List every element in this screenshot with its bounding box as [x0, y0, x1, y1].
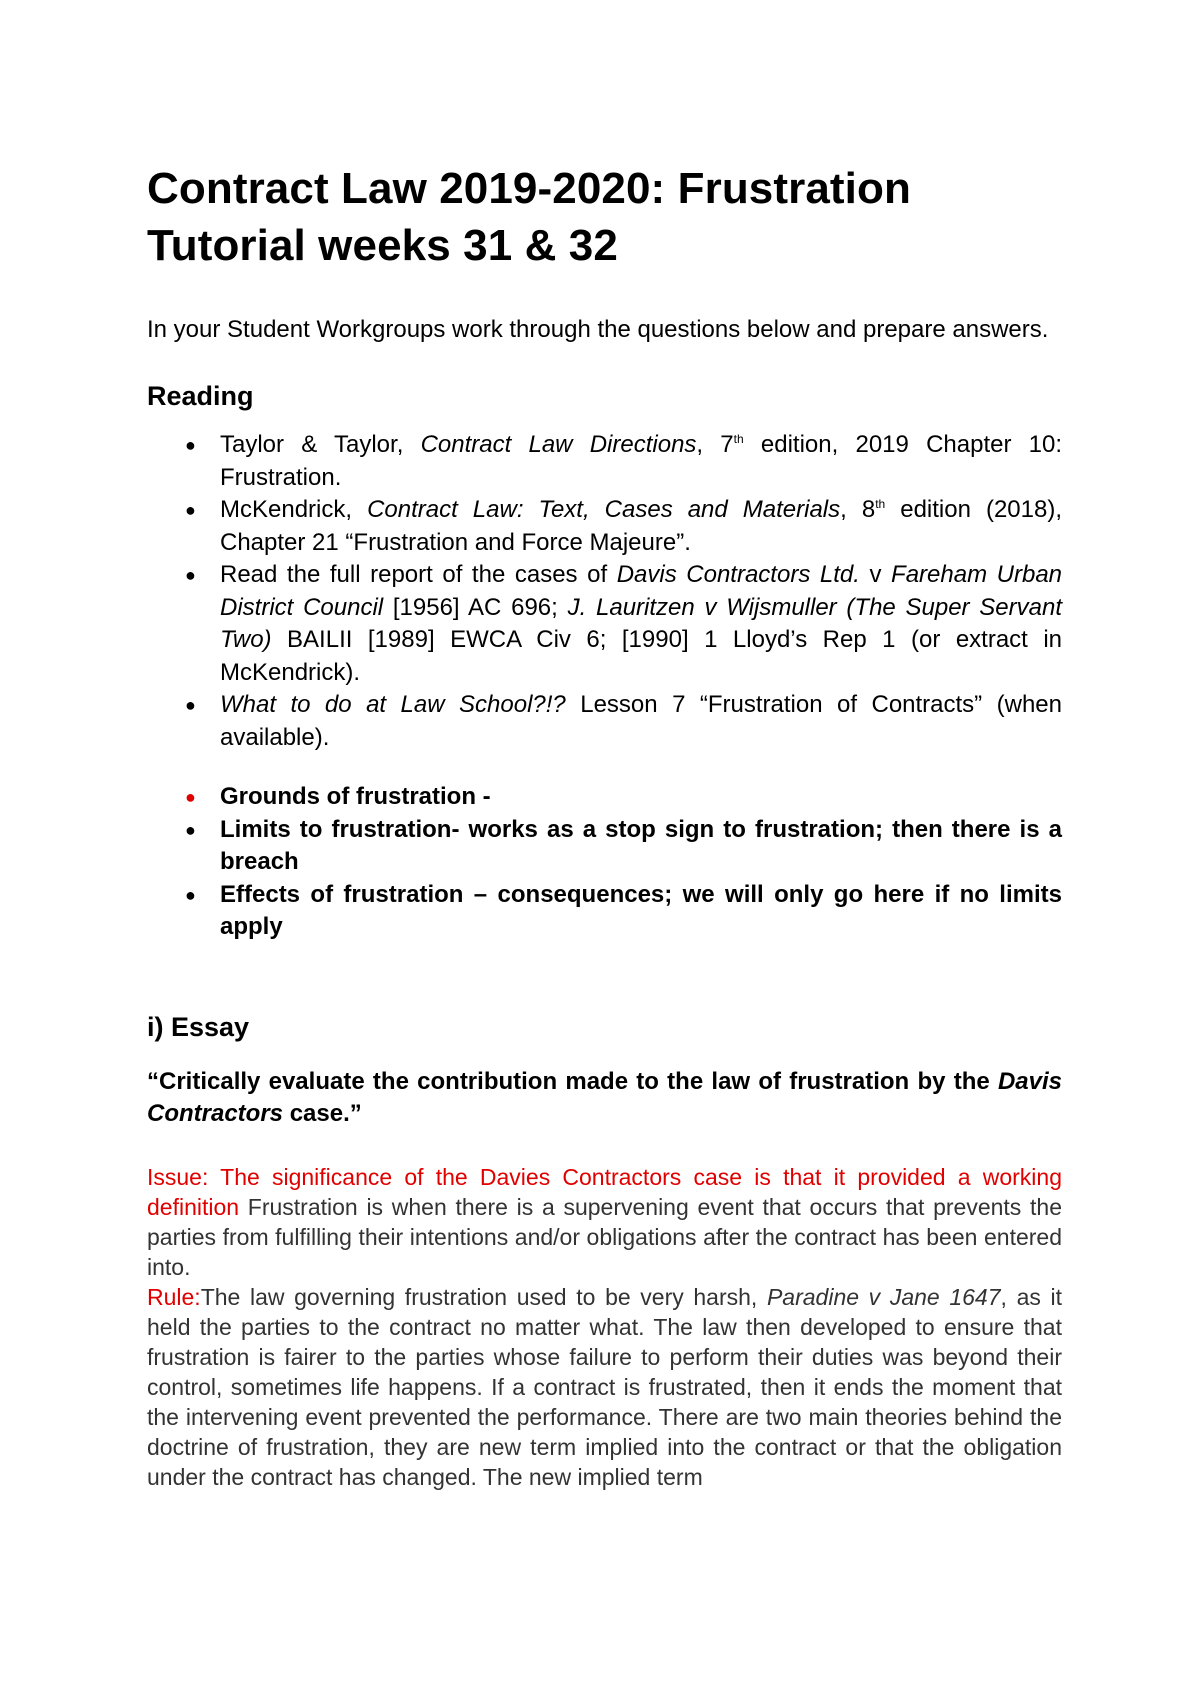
topic-item: ● Grounds of frustration -	[147, 781, 1062, 814]
document-content	[147, 160, 1062, 1492]
topics-list	[147, 781, 1062, 944]
reading-list	[147, 429, 1062, 754]
bullet-icon: ●	[185, 819, 196, 840]
intro-paragraph: In your Student Workgroups work through the questions below and prepare answers.	[147, 316, 1049, 343]
title-line-1: Contract Law 2019-2020: Frustration	[147, 164, 911, 213]
essay-answer	[147, 1162, 1062, 1492]
bullet-icon: ●	[185, 695, 196, 715]
bullet-icon: ●	[185, 787, 196, 807]
reading-item: ● What to do at Law School?!? Lesson 7 “Frustration of Contracts” (when available).	[185, 691, 1062, 751]
document-title	[147, 160, 1062, 274]
rule-label: Rule:	[147, 1283, 201, 1310]
bullet-icon: ●	[185, 565, 196, 585]
rule-paragraph: Rule:The law governing frustration used to be very harsh, Paradine v Jane 1647, as it held the parties to the contract no matter what. The law then developed to ensure that frustration is fairer to the parties whose failure to perform their duties was beyond their control, sometimes life happens. If a contract is frustrated, then it ends the moment that the intervening event prevented the performance. There are two main theories behind the doctrine of frustration, they are new term implied into the contract or that the obligation under the contract has changed. The new implied term	[147, 1283, 1063, 1490]
topic-item: ● Limits to frustration- works as a stop sign to frustration; then there is a breach	[185, 815, 1062, 875]
reading-heading: Reading	[147, 381, 254, 411]
bullet-icon: ●	[185, 435, 196, 455]
bullet-icon: ●	[185, 500, 196, 520]
reading-item: ● McKendrick, Contract Law: Text, Cases and Materials, 8th edition (2018), Chapter 21 “Frustration and Force Majeure”.	[185, 496, 1063, 556]
bullet-icon: ●	[185, 884, 196, 905]
essay-question: “Critically evaluate the contribution made to the law of frustration by the Davis Contractors case.”	[147, 1067, 1062, 1127]
title-line-2: Tutorial weeks 31 & 32	[147, 221, 618, 270]
reading-item: ● Taylor & Taylor, Contract Law Directions, 7th edition, 2019 Chapter 10: Frustration.	[185, 431, 1063, 491]
topic-item: ● Effects of frustration – consequences; we will only go here if no limits apply	[185, 880, 1062, 940]
reading-item: ● Read the full report of the cases of Davis Contractors Ltd. v Fareham Urban District Council [1956] AC 696; J. Lauritzen v Wijsmuller (The Super Servant Two) BAILII [1989] EWCA Civ 6; [1990] 1 Lloyd’s Rep 1 (or extract in McKendrick).	[185, 561, 1063, 686]
issue-paragraph: Issue: The significance of the Davies Contractors case is that it provided a working definition Frustration is when there is a supervening event that occurs that prevents the parties from fulfilling their intentions and/or obligations after the contract has been entered into.	[147, 1163, 1062, 1280]
essay-heading: i) Essay	[147, 1011, 250, 1042]
issue-label: Issue: The significance of the Davies Contractors case is that it provided a working definition	[147, 1163, 1062, 1220]
